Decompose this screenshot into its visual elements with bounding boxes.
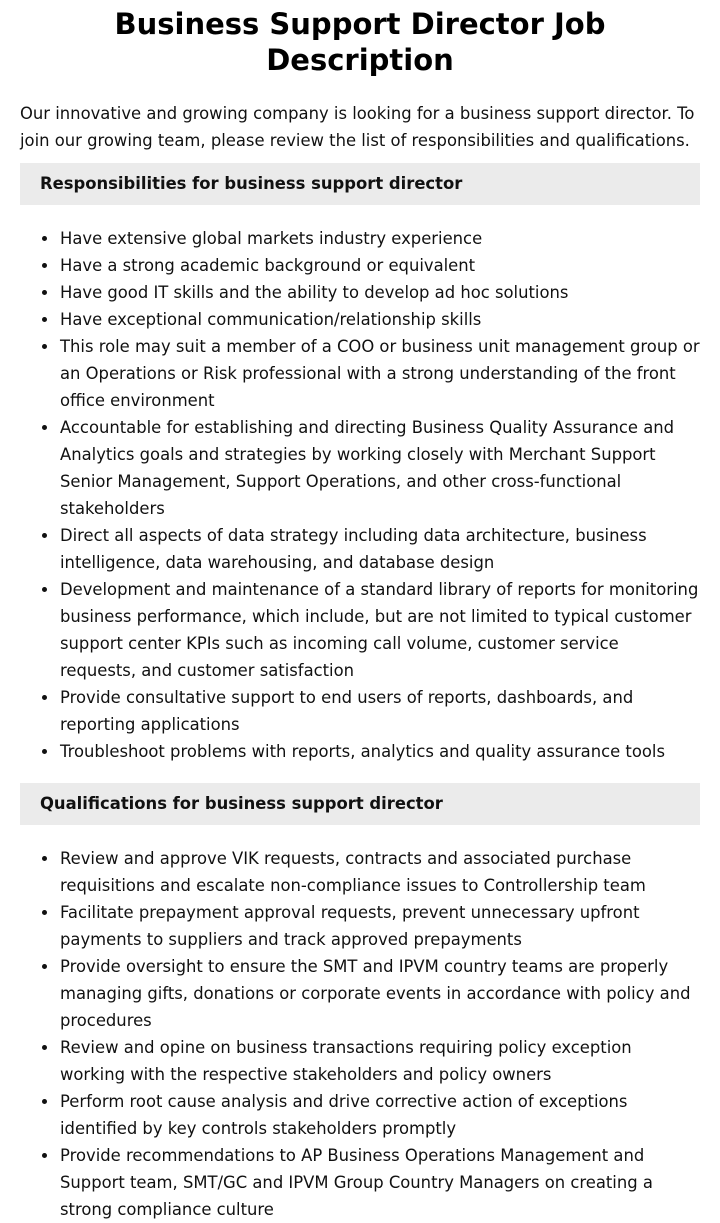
responsibilities-heading: Responsibilities for business support director: [20, 163, 700, 205]
list-item: Have a strong academic background or equivalent: [60, 252, 700, 279]
page-title: Business Support Director Job Description: [114, 7, 606, 77]
list-item: Facilitate prepayment approval requests, prevent unnecessary upfront payments to suppliers and track approved prepayments: [60, 899, 700, 953]
list-item: Development and maintenance of a standard library of reports for monitoring business performance, which include, but are not limited to typical customer support center KPIs such as incoming call volume, customer service requests, and customer satisfaction: [60, 576, 700, 684]
list-item: Accountable for establishing and directing Business Quality Assurance and Analytics goals and strategies by working closely with Merchant Support Senior Management, Support Operations, and other cross-functional stakeholders: [60, 414, 700, 522]
list-item: Provide oversight to ensure the SMT and IPVM country teams are properly managing gifts, donations or corporate events in accordance with policy and procedures: [60, 953, 700, 1034]
list-item: Have exceptional communication/relationship skills: [60, 306, 700, 333]
list-item: Provide recommendations to AP Business Operations Management and Support team, SMT/GC and IPVM Group Country Managers on creating a strong compliance culture: [60, 1142, 700, 1223]
list-item: Review and opine on business transactions requiring policy exception working with the respective stakeholders and policy owners: [60, 1034, 700, 1088]
intro-paragraph: Our innovative and growing company is looking for a business support director. To join our growing team, please review the list of responsibilities and qualifications.: [20, 104, 695, 150]
list-item: Have extensive global markets industry experience: [60, 225, 700, 252]
list-item: Direct all aspects of data strategy including data architecture, business intelligence, data warehousing, and database design: [60, 522, 700, 576]
qualifications-heading: Qualifications for business support director: [20, 783, 700, 825]
responsibilities-list: [20, 225, 700, 765]
list-item: Troubleshoot problems with reports, analytics and quality assurance tools: [60, 738, 700, 765]
qualifications-list: [20, 845, 700, 1223]
list-item: Perform root cause analysis and drive corrective action of exceptions identified by key controls stakeholders promptly: [60, 1088, 700, 1142]
list-item: Provide consultative support to end users of reports, dashboards, and reporting applications: [60, 684, 700, 738]
list-item: Review and approve VIK requests, contracts and associated purchase requisitions and escalate non-compliance issues to Controllership team: [60, 845, 700, 899]
list-item: This role may suit a member of a COO or business unit management group or an Operations or Risk professional with a strong understanding of the front office environment: [60, 333, 700, 414]
list-item: Have good IT skills and the ability to develop ad hoc solutions: [60, 279, 700, 306]
